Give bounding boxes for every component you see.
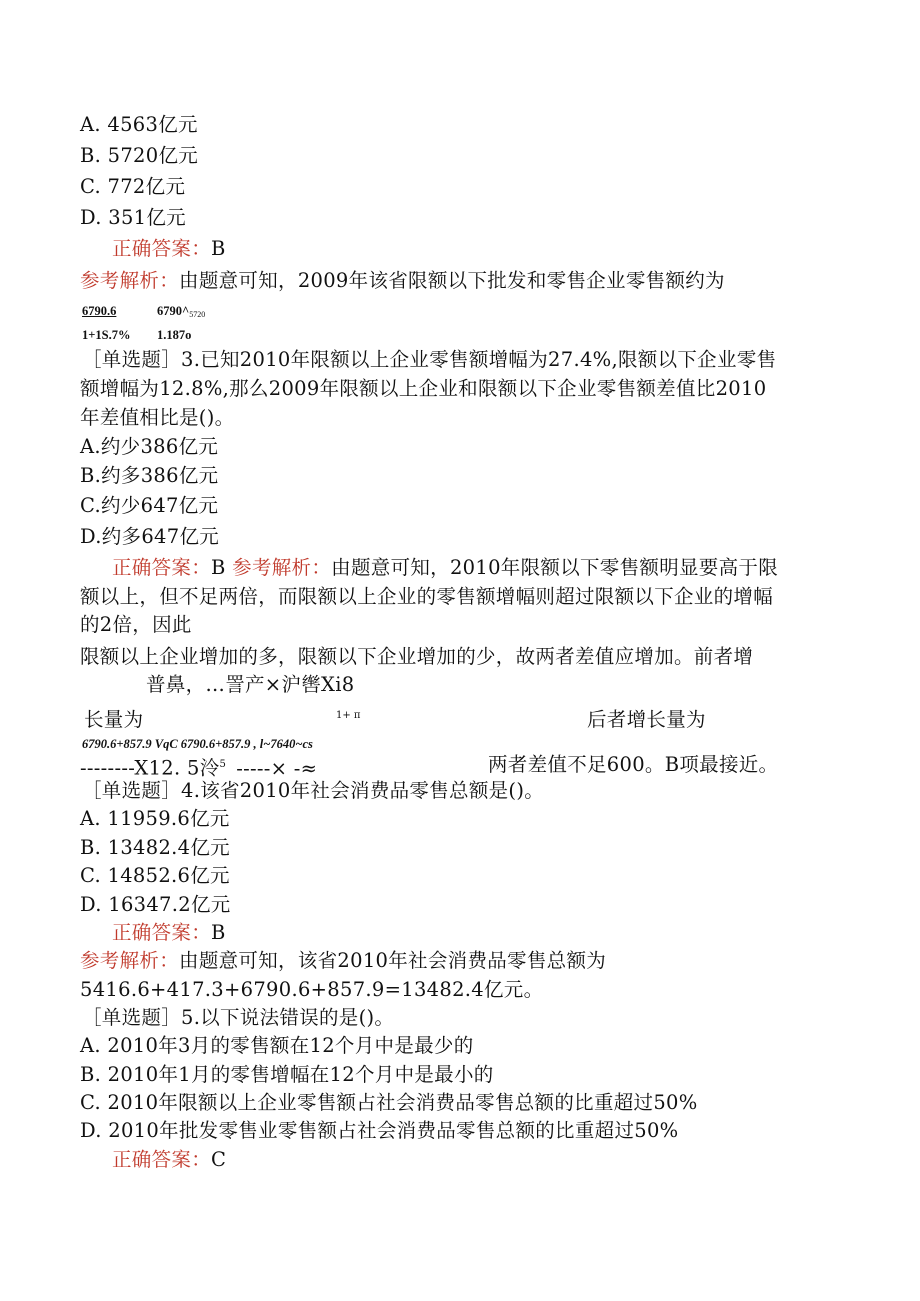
q2-answer xyxy=(112,234,226,264)
q4-analysis-line2: 5416.6+417.3+6790.6+857.9=13482.4亿元。 xyxy=(80,978,544,1001)
q4-answer xyxy=(112,918,226,948)
q2-answer-label: 正确答案： xyxy=(112,237,212,260)
q5-option-b: B. 2010年1月的零售增幅在12个月中是最小的 xyxy=(80,1063,494,1086)
q4-answer-label: 正确答案： xyxy=(112,921,212,944)
q3-analysis-line4: 限额以上企业增加的多，限额以下企业增加的少，故两者差值应增加。前者增 xyxy=(80,645,754,668)
q4-answer-value: B xyxy=(211,921,226,944)
q4-analysis-text: 由题意可知，该省2010年社会消费品零售总额为 xyxy=(179,949,607,972)
q5-option-a: A. 2010年3月的零售额在12个月中是最少的 xyxy=(80,1034,474,1057)
q2-formula-num2-text: 6790^ xyxy=(157,304,190,318)
q3-option-d: D.约多647亿元 xyxy=(80,525,220,548)
q5-stem: ［单选题］5.以下说法错误的是()。 xyxy=(82,1006,395,1029)
q3-analysis-line2: 额以上，但不足两倍，而限额以上企业的零售额增幅则超过限额以下企业的增幅 xyxy=(80,585,774,608)
q4-stem: ［单选题］4.该省2010年社会消费品零售总额是()。 xyxy=(82,779,545,802)
q3-growth-left: 长量为 xyxy=(84,708,144,731)
q2-formula-num1: 6790.6 xyxy=(82,304,117,318)
q3-answer-analysis-line1 xyxy=(112,553,778,583)
q3-analysis-label: 参考解析： xyxy=(232,556,332,579)
q3-option-b: B.约多386亿元 xyxy=(80,464,219,487)
q3-formula-bold: 6790.6+857.9 VqC 6790.6+857.9 , l~7640~cs xyxy=(82,737,313,751)
q5-answer-label: 正确答案： xyxy=(112,1148,212,1171)
q5-answer-value: C xyxy=(211,1148,227,1171)
q2-formula-den2: 1.187o xyxy=(157,328,192,342)
q3-answer-label: 正确答案： xyxy=(112,556,212,579)
q4-analysis xyxy=(80,946,606,976)
q3-analysis-text-1: 由题意可知，2010年限额以下零售额明显要高于限 xyxy=(331,556,778,579)
q2-analysis-label: 参考解析： xyxy=(80,269,180,292)
q3-option-a: A.约少386亿元 xyxy=(80,435,219,458)
q2-answer-value: B xyxy=(211,237,226,260)
q3-stem-line1: ［单选题］3.已知2010年限额以上企业零售额增幅为27.4%,限额以下企业零售 xyxy=(82,348,777,371)
q4-option-d: D. 16347.2亿元 xyxy=(80,893,231,916)
q4-option-a: A. 11959.6亿元 xyxy=(80,807,230,830)
q2-formula-num2 xyxy=(157,303,205,323)
q2-formula-num2-sub: 5720 xyxy=(189,310,206,319)
q3-option-c: C.约少647亿元 xyxy=(80,494,219,517)
q2-formula-den1: 1+1S.7% xyxy=(82,328,131,342)
q3-garbled-2-sup: 5 xyxy=(219,759,227,770)
q2-analysis-text: 由题意可知，2009年该省限额以下批发和零售企业零售额约为 xyxy=(179,269,725,292)
q5-answer xyxy=(112,1145,226,1175)
q2-option-c: C. 772亿元 xyxy=(80,175,186,198)
q3-analysis-line3: 的2倍，因此 xyxy=(80,613,192,636)
q3-growth-mid: 1+ π xyxy=(336,710,361,721)
q5-option-c: C. 2010年限额以上企业零售额占社会消费品零售总额的比重超过50% xyxy=(80,1091,698,1114)
q4-option-b: B. 13482.4亿元 xyxy=(80,836,230,859)
q3-answer-value: B xyxy=(211,556,226,579)
q3-conclusion: 两者差值不足600。B项最接近。 xyxy=(488,753,779,776)
q2-option-b: B. 5720亿元 xyxy=(80,144,199,167)
q3-garbled-2-post: -----× -≈ xyxy=(236,756,318,780)
q4-option-c: C. 14852.6亿元 xyxy=(80,864,230,887)
q3-garbled-2-pre: --------X12. 5泠 xyxy=(80,756,220,780)
q3-garbled-1: 普鼻，…詈产×沪辔Xi8 xyxy=(146,673,355,696)
q4-analysis-label: 参考解析： xyxy=(80,949,180,972)
q5-option-d: D. 2010年批发零售业零售额占社会消费品零售总额的比重超过50% xyxy=(80,1119,679,1142)
q2-option-a: A. 4563亿元 xyxy=(80,113,198,136)
q2-analysis xyxy=(80,266,725,296)
q3-stem-line3: 年差值相比是()。 xyxy=(80,406,235,429)
q2-option-d: D. 351亿元 xyxy=(80,206,186,229)
q3-stem-line2: 额增幅为12.8%,那么2009年限额以上企业和限额以下企业零售额差值比2010 xyxy=(80,377,767,400)
q3-growth-right: 后者增长量为 xyxy=(587,708,706,731)
